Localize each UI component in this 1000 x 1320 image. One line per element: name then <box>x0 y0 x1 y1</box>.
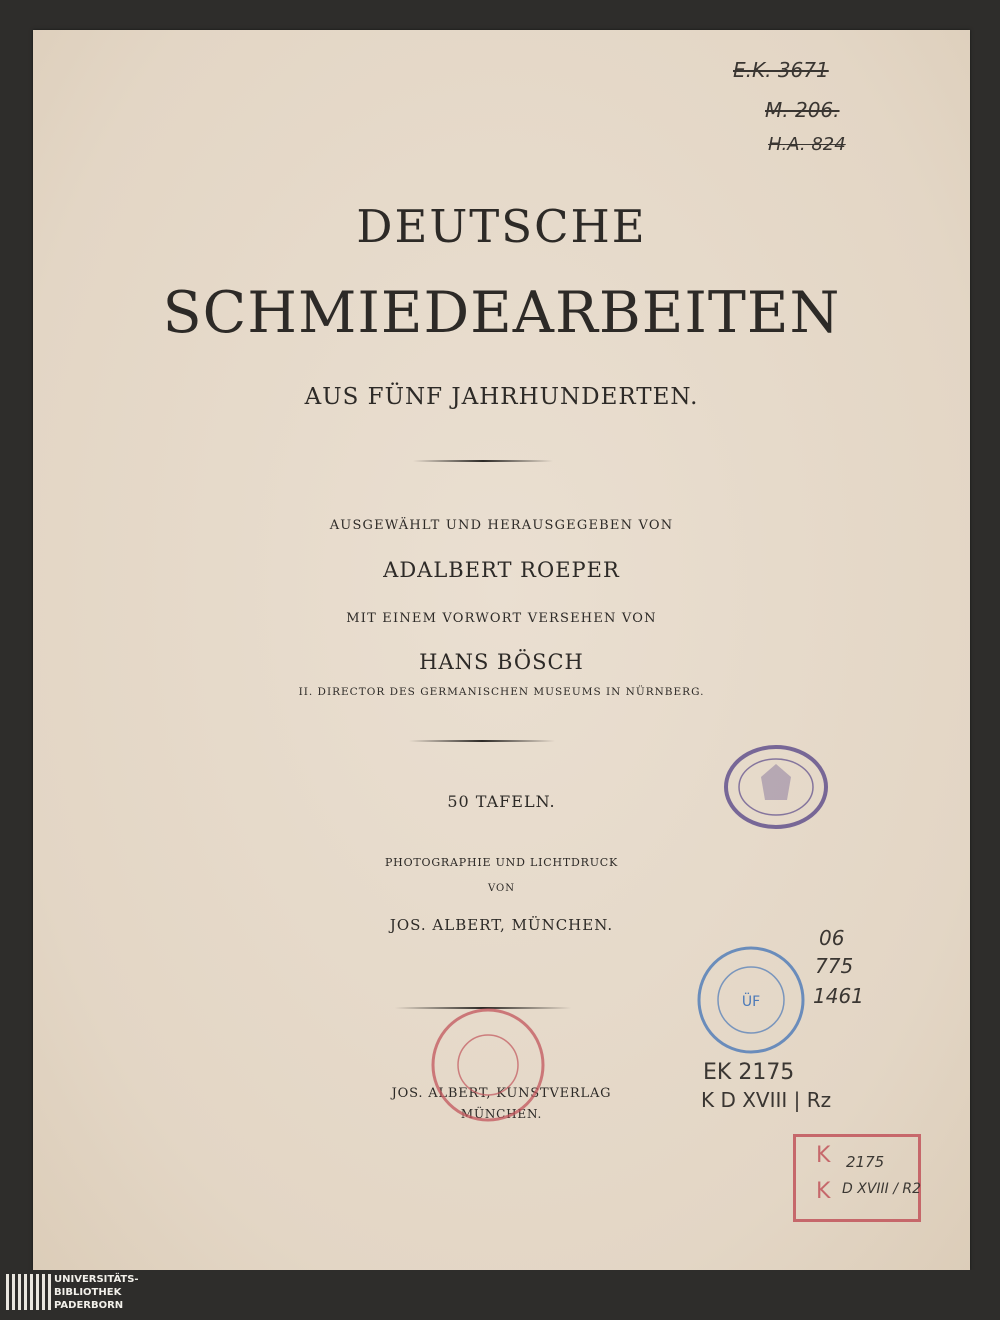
printing-label: PHOTOGRAPHIE UND LICHTDRUCK <box>384 856 619 869</box>
title-page <box>33 30 970 1270</box>
library-stamp-purple <box>721 742 831 832</box>
library-line2: BIBLIOTHEK <box>54 1287 122 1298</box>
library-logo-icon <box>6 1274 51 1310</box>
handwritten-shelfmark-2: M. 206. <box>765 98 840 122</box>
foreword-label: MIT EINEM VORWORT VERSEHEN VON <box>346 611 657 626</box>
printing-von: VON <box>488 883 515 894</box>
handwritten-ek: EK 2175 <box>703 1060 795 1085</box>
divider-rule <box>413 460 553 462</box>
library-logo-text <box>54 1273 139 1312</box>
handwritten-shelfmark-3: H.A. 824 <box>768 134 846 155</box>
red-box-number: 2175 <box>846 1153 885 1171</box>
red-box-code: D XVIII / R2 <box>842 1181 922 1197</box>
university-stamp <box>695 944 807 1056</box>
printer-name: JOS. ALBERT, MÜNCHEN. <box>389 916 614 934</box>
red-round-stamp <box>428 1005 548 1125</box>
publisher-name: JOS. ALBERT, KUNSTVERLAG <box>391 1086 612 1101</box>
handwritten-number-1: 06 <box>819 926 845 950</box>
book-subtitle: AUS FÜNF JAHRHUNDERTEN. <box>304 384 699 410</box>
divider-rule <box>409 740 555 742</box>
library-line3: PADERBORN <box>54 1300 124 1311</box>
plate-count: 50 TAFELN. <box>447 792 556 811</box>
handwritten-number-2: 775 <box>815 954 854 978</box>
red-box-stamp <box>793 1134 921 1222</box>
book-title-line1: DEUTSCHE <box>356 200 647 253</box>
footer-bar <box>0 1270 1000 1320</box>
book-title-line2: SCHMIEDEARBEITEN <box>162 280 841 346</box>
svg-text:ÜF: ÜF <box>741 994 761 1010</box>
library-line1: UNIVERSITÄTS- <box>54 1274 139 1285</box>
editor-name: ADALBERT ROEPER <box>383 558 620 582</box>
handwritten-shelfmark-1: E.K. 3671 <box>733 58 829 82</box>
handwritten-number-3: 1461 <box>813 984 864 1008</box>
foreword-author-role: II. DIRECTOR DES GERMANISCHEN MUSEUMS IN NÜRNBERG. <box>298 686 705 698</box>
foreword-author: HANS BÖSCH <box>419 650 584 674</box>
handwritten-kd: K D XVIII | Rz <box>701 1088 832 1112</box>
red-box-letter: K <box>816 1179 831 1204</box>
publisher-city: MÜNCHEN. <box>460 1107 543 1121</box>
red-box-letter: K <box>816 1143 831 1168</box>
editor-label: AUSGEWÄHLT UND HERAUSGEGEBEN VON <box>329 518 674 533</box>
